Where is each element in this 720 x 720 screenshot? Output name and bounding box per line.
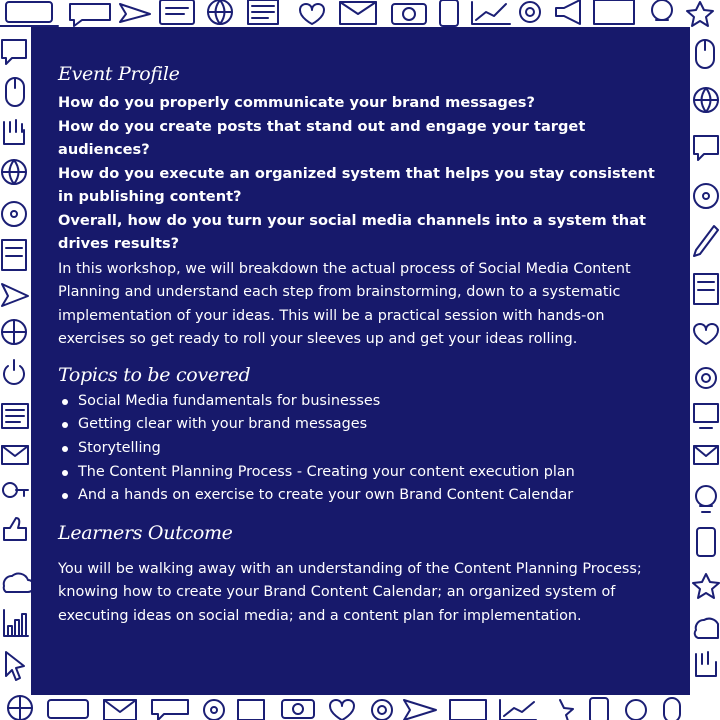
topic-label: Social Media fundamentals for businesses: [78, 392, 381, 409]
camera-icon: [392, 4, 426, 24]
key-icon: [3, 483, 28, 497]
globe-icon: [8, 696, 32, 720]
paper-plane-icon: [2, 284, 28, 306]
topic-label: And a hands on exercise to create your own Brand Content Calendar: [78, 487, 574, 504]
heart-icon: [694, 324, 718, 344]
document-icon: [238, 700, 264, 720]
lightbulb-icon: [626, 700, 646, 720]
bullet-dot: [62, 422, 68, 428]
globe-icon: [2, 160, 26, 184]
topics-list: [58, 390, 664, 508]
phone-icon: [590, 698, 608, 720]
topic-label: Storytelling: [78, 440, 161, 457]
camera-icon: [282, 700, 314, 718]
globe-icon: [694, 88, 718, 112]
megaphone-icon: [556, 0, 580, 24]
list-item: [62, 461, 664, 485]
event-profile-questions: [58, 91, 664, 256]
bullet-dot: [62, 446, 68, 452]
chat-bubble-icon: [70, 4, 110, 26]
topic-label: Getting clear with your brand messages: [78, 416, 368, 433]
event-profile-description: In this workshop, we will breakdown the actual process of Social Media Content Planning and understand each step from brainstorming, down to a systematic implementation of your ideas. This will be a practical session with hands-on exercises so get ready to roll your sleeves up and get your ideas rolling.: [58, 260, 631, 348]
mouse-icon: [696, 40, 714, 68]
phone-icon: [440, 0, 458, 26]
chart-icon: [500, 700, 536, 720]
list-item: [62, 390, 664, 414]
hand-icon: [696, 652, 716, 676]
globe-icon: [2, 320, 26, 344]
power-icon: [4, 360, 24, 384]
star-icon: [693, 574, 719, 598]
laptop-icon: [0, 2, 58, 26]
disc-icon: [694, 184, 718, 208]
cloud-icon: [695, 619, 718, 638]
globe-icon: [208, 0, 232, 24]
question-organized-system: How do you execute an organized system that helps you stay consistent in publishing content?: [58, 164, 655, 205]
gear-icon: [372, 700, 392, 720]
learners-outcome-heading: Learners Outcome: [58, 521, 233, 544]
heart-icon: [330, 700, 354, 720]
mouse-icon: [6, 78, 24, 106]
tablet-icon: [160, 0, 194, 24]
text-lines-icon: [2, 404, 28, 428]
chat-bubble-icon: [2, 40, 26, 64]
document-icon: [694, 274, 718, 304]
list-item: [62, 413, 664, 437]
monitor-icon: [450, 700, 486, 720]
laptop-icon: [48, 700, 88, 718]
envelope-icon: [2, 446, 28, 464]
learners-outcome-text: You will be walking away with an understanding of the Content Planning Process; knowing how to create your Brand Content Calendar; an organized system of executing ideas on social media; and a content plan for implementation.: [58, 560, 642, 625]
gear-icon: [696, 368, 716, 388]
lightbulb-icon: [652, 0, 672, 20]
envelope-icon: [694, 446, 718, 464]
topic-label: The Content Planning Process - Creating your content execution plan: [78, 463, 575, 480]
list-item: [62, 484, 664, 508]
topics-heading: Topics to be covered: [58, 363, 251, 386]
thumbs-up-icon: [4, 518, 26, 540]
phone-icon: [697, 528, 715, 556]
cloud-icon: [4, 573, 34, 592]
star-icon: [560, 700, 573, 720]
paper-plane-icon: [120, 4, 150, 22]
envelope-icon: [104, 700, 136, 720]
lightbulb-icon: [696, 486, 716, 512]
mouse-icon: [664, 698, 680, 720]
chat-bubble-icon: [694, 136, 718, 160]
chart-icon: [4, 610, 28, 636]
monitor-icon: [694, 404, 718, 428]
cursor-icon: [6, 652, 24, 680]
event-profile-heading: Event Profile: [58, 63, 180, 85]
monitor-icon: [594, 0, 634, 24]
hand-icon: [4, 120, 24, 144]
gear-icon: [520, 2, 540, 22]
document-icon: [248, 0, 278, 24]
disc-icon: [204, 700, 224, 720]
question-brand-messages: How do you properly communicate your brand messages?: [58, 94, 535, 111]
bullet-dot: [62, 399, 68, 405]
document-icon: [2, 240, 26, 270]
list-item: [62, 437, 664, 461]
pencil-icon: [694, 226, 718, 256]
envelope-icon: [340, 2, 376, 24]
paper-plane-icon: [404, 700, 436, 720]
star-icon: [687, 2, 713, 26]
bullet-dot: [62, 470, 68, 476]
heart-icon: [300, 4, 324, 24]
question-drive-results: Overall, how do you turn your social media channels into a system that drives results?: [58, 211, 647, 252]
content-panel: [31, 27, 690, 695]
bullet-dot: [62, 493, 68, 499]
chart-icon: [472, 2, 510, 24]
disc-icon: [2, 202, 26, 226]
chat-bubble-icon: [152, 700, 188, 720]
question-engaging-posts: How do you create posts that stand out and engage your target audiences?: [58, 117, 586, 158]
